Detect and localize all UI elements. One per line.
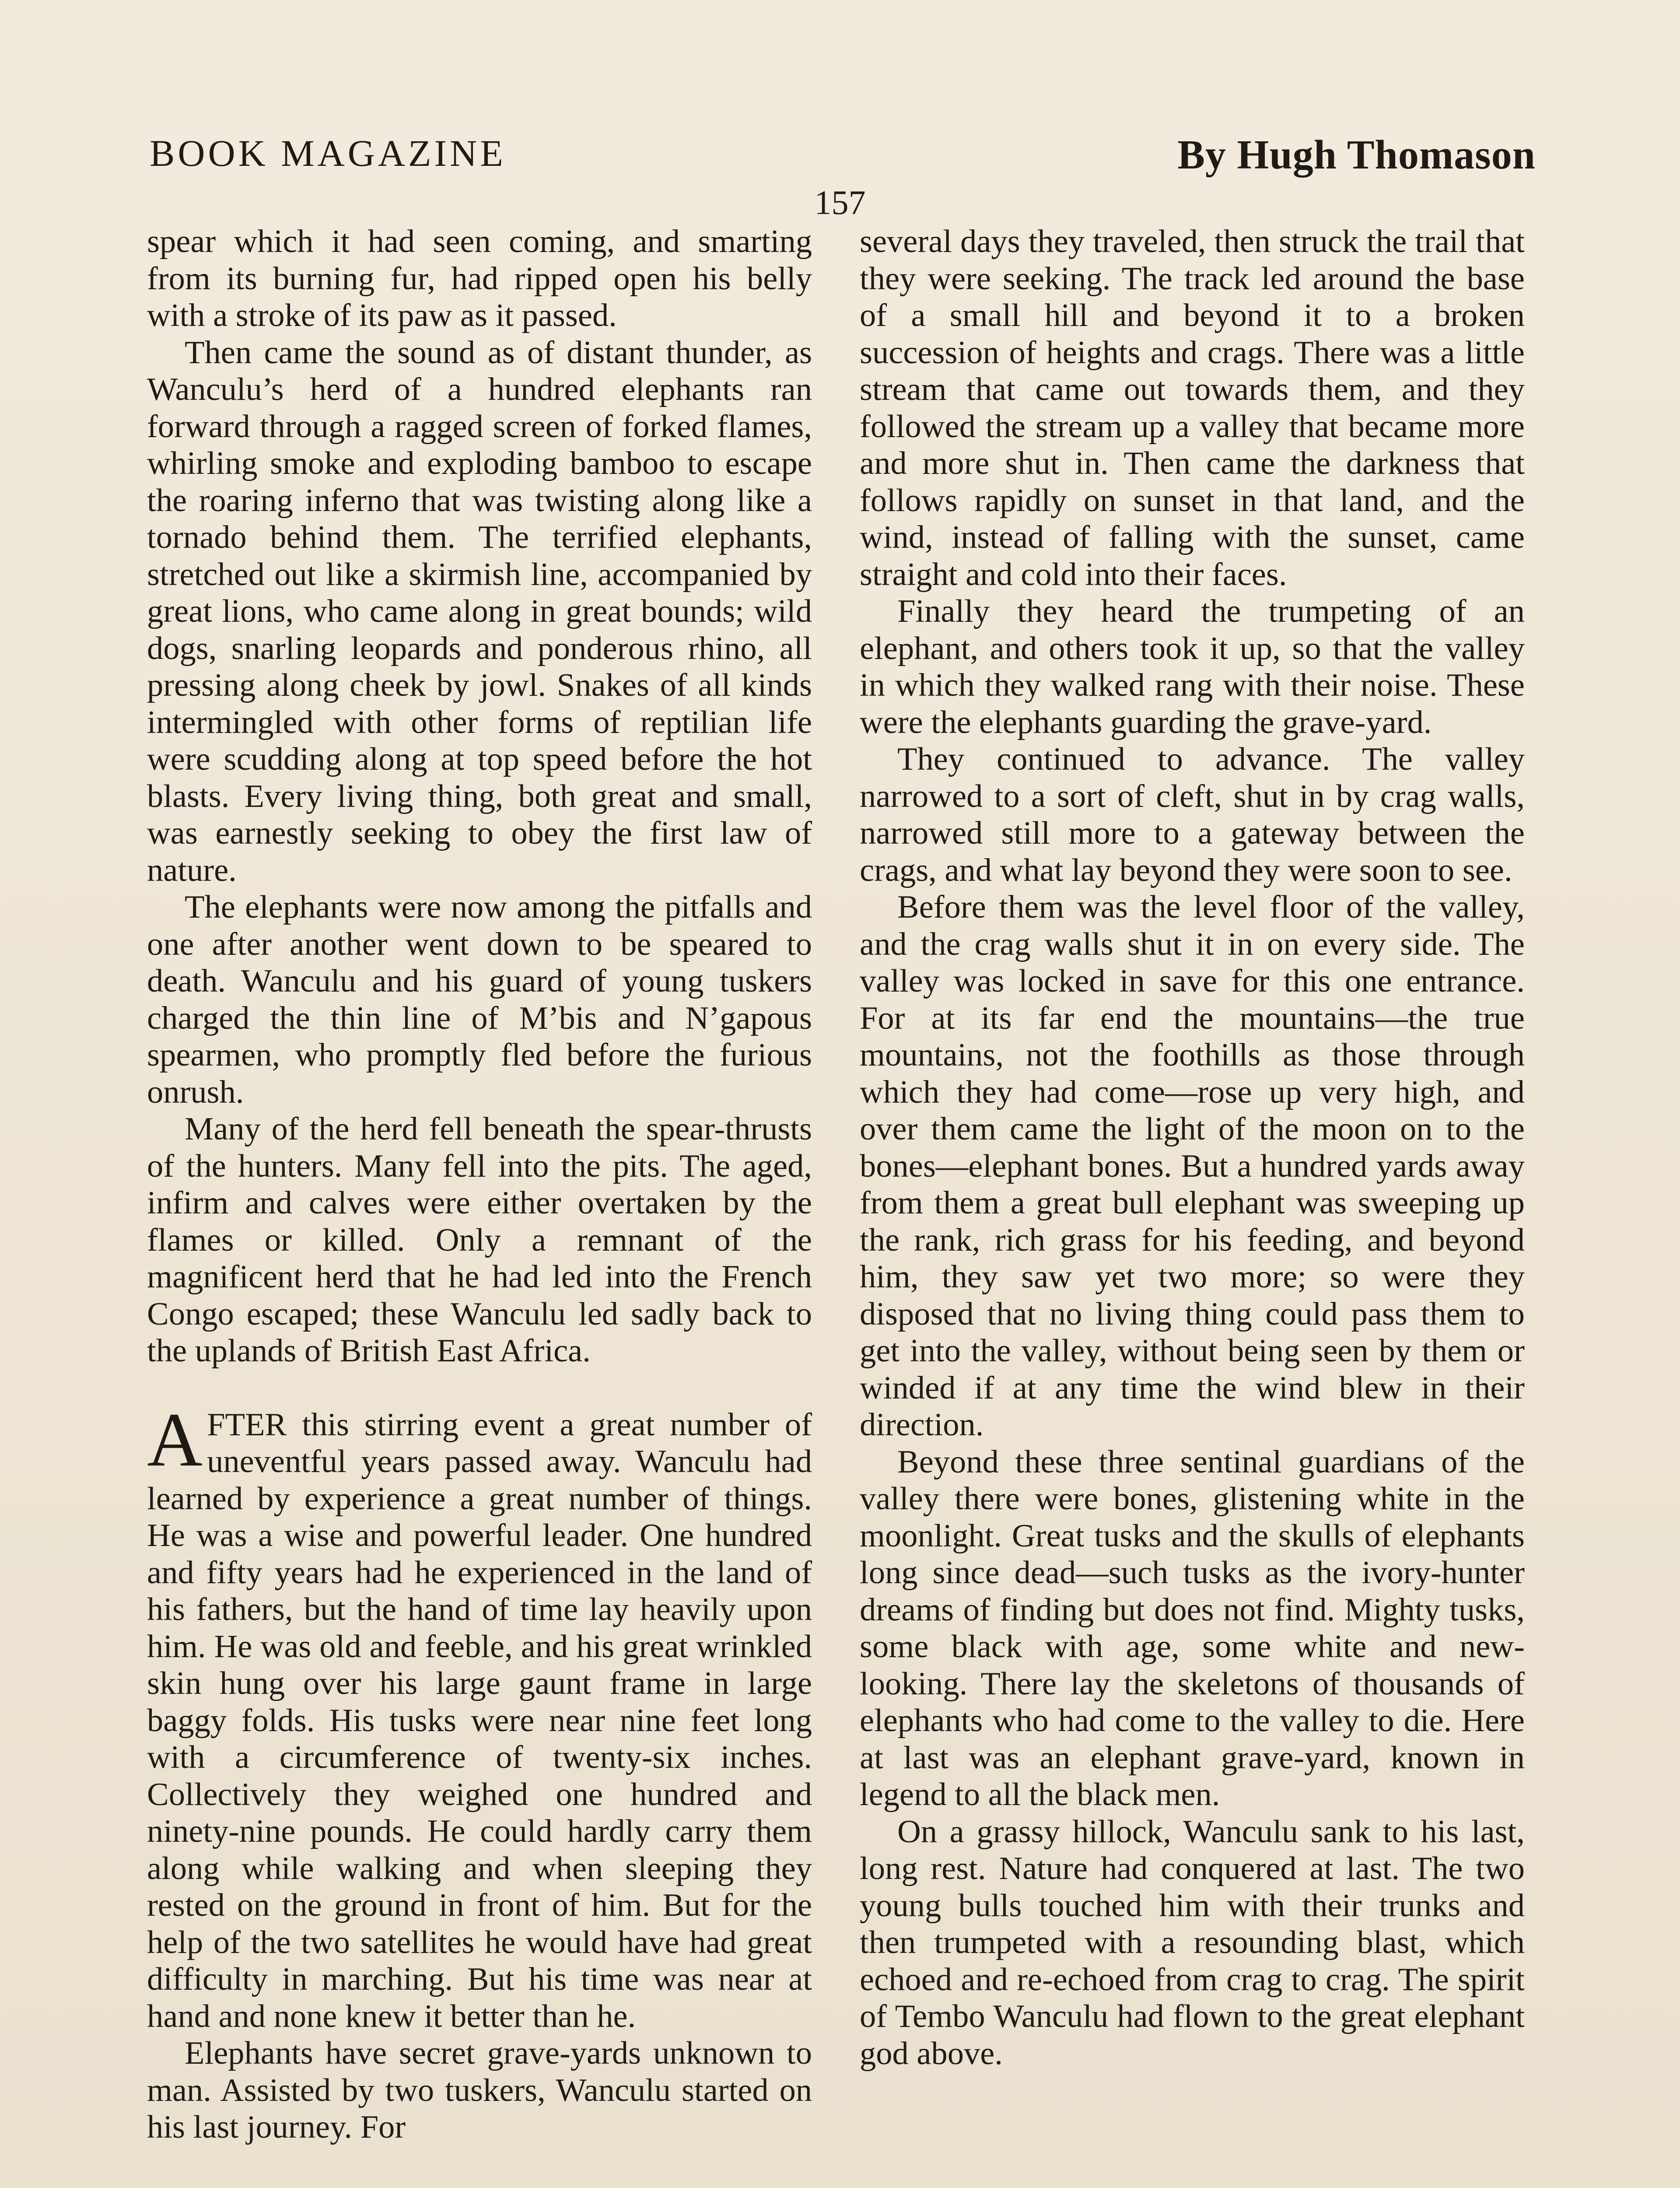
paragraph: several days they traveled, then struck the trail that they were seeking. The track led around the base of a small hill and beyond it to a broken succession of heights and crags. There was a little stream that came out towards them, and they followed the stream up a valley that became more and more shut in. Then came the darkness that follows rapidly on sunset in that land, and the wind, instead of falling with the sunset, came straight and cold into their faces.: [860, 224, 1525, 593]
section-opening-paragraph: [147, 1397, 812, 2035]
paragraph: Then came the sound as of distant thunder, as Wanculu’s herd of a hundred elephants ran forward through a ragged screen of forked flames, whirling smoke and exploding bamboo to escape the roaring inferno that was twisting along like a tornado behind them. The terrified elephants, stretched out like a skirmish line, accompanied by great lions, who came along in great bounds; wild dogs, snarling leopards and ponderous rhino, all pressing along cheek by jowl. Snakes of all kinds intermingled with other forms of reptilian life were scudding along at top speed before the hot blasts. Every living thing, both great and small, was earnestly seeking to obey the first law of nature.: [147, 334, 812, 888]
paragraph: The elephants were now among the pitfalls and one after another went down to be speared to death. Wanculu and his guard of young tuskers charged the thin line of M’bis and N’gapous spearmen, who promptly fled before the furious onrush.: [147, 889, 812, 1110]
left-text-column: [147, 223, 812, 2146]
paragraph: spear which it had seen coming, and smarting from its burning fur, had ripped open his belly with a stroke of its paw as it passed.: [147, 224, 812, 333]
paragraph: Many of the herd fell beneath the spear-thrusts of the hunters. Many fell into the pits. The aged, infirm and calves were either overtaken by the flames or killed. Only a remnant of the magnificent herd that he had led into the French Congo escaped; these Wanculu led sadly back to the uplands of British East Africa.: [147, 1111, 812, 1369]
drop-cap: A: [147, 1397, 203, 1483]
paragraph: On a grassy hillock, Wanculu sank to his last, long rest. Nature had conquered at last. The two young bulls touched him with their trunks and then trumpeted with a resounding blast, which echoed and re-echoed from crag to crag. The spirit of Tembo Wanculu had flown to the great elephant god above.: [860, 1813, 1525, 2072]
section-lead-text: FTER this stirring event a great number of uneventful years passed away. Wanculu had learned by experience a great number of things. He was a wise and powerful leader. One hundred and fifty years had he experienced in the land of his fathers, but the hand of time lay heavily upon him. He was old and feeble, and his great wrinkled skin hung over his large gaunt frame in large baggy folds. His tusks were near nine feet long with a circumference of twenty-six inches. Collectively they weighed one hundred and ninety-nine pounds. He could hardly carry them along while walking and when sleeping they rested on the ground in front of him. But for the help of the two satellites he would have had great difficulty in marching. But his time was near at hand and none knew it better than he.: [147, 1406, 812, 2034]
right-text-column: [860, 223, 1525, 2072]
paragraph: Beyond these three sentinal guardians of the valley there were bones, glistening white in the moonlight. Great tusks and the skulls of elephants long since dead—such tusks as the ivory-hunter dreams of finding but does not find. Mighty tusks, some black with age, some white and new-looking. There lay the skeletons of thousands of elephants who had come to the valley to die. Here at last was an elephant grave-yard, known in legend to all the black men.: [860, 1444, 1525, 1813]
author-byline: By Hugh Thomason: [1177, 132, 1536, 178]
publication-title: BOOK MAGAZINE: [150, 132, 506, 174]
paragraph: Finally they heard the trumpeting of an elephant, and others took it up, so that the valley in which they walked rang with their noise. These were the elephants guarding the grave-yard.: [860, 593, 1525, 740]
paragraph: They continued to advance. The valley narrowed to a sort of cleft, shut in by crag walls, narrowed still more to a gateway between the crags, and what lay beyond they were soon to see.: [860, 741, 1525, 888]
paragraph: Elephants have secret grave-yards unknown to man. Assisted by two tuskers, Wanculu started on his last journey. For: [147, 2035, 812, 2145]
paragraph: Before them was the level floor of the valley, and the crag walls shut it in on every side. The valley was locked in save for this one entrance. For at its far end the mountains—the true mountains, not the foothills as those through which they had come—rose up very high, and over them came the light of the moon on to the bones—elephant bones. But a hundred yards away from them a great bull elephant was sweeping up the rank, rich grass for his feeding, and beyond him, they saw yet two more; so were they disposed that no living thing could pass them to get into the valley, without being seen by them or winded if at any time the wind blew in their direction.: [860, 889, 1525, 1443]
page-number: 157: [814, 183, 866, 221]
